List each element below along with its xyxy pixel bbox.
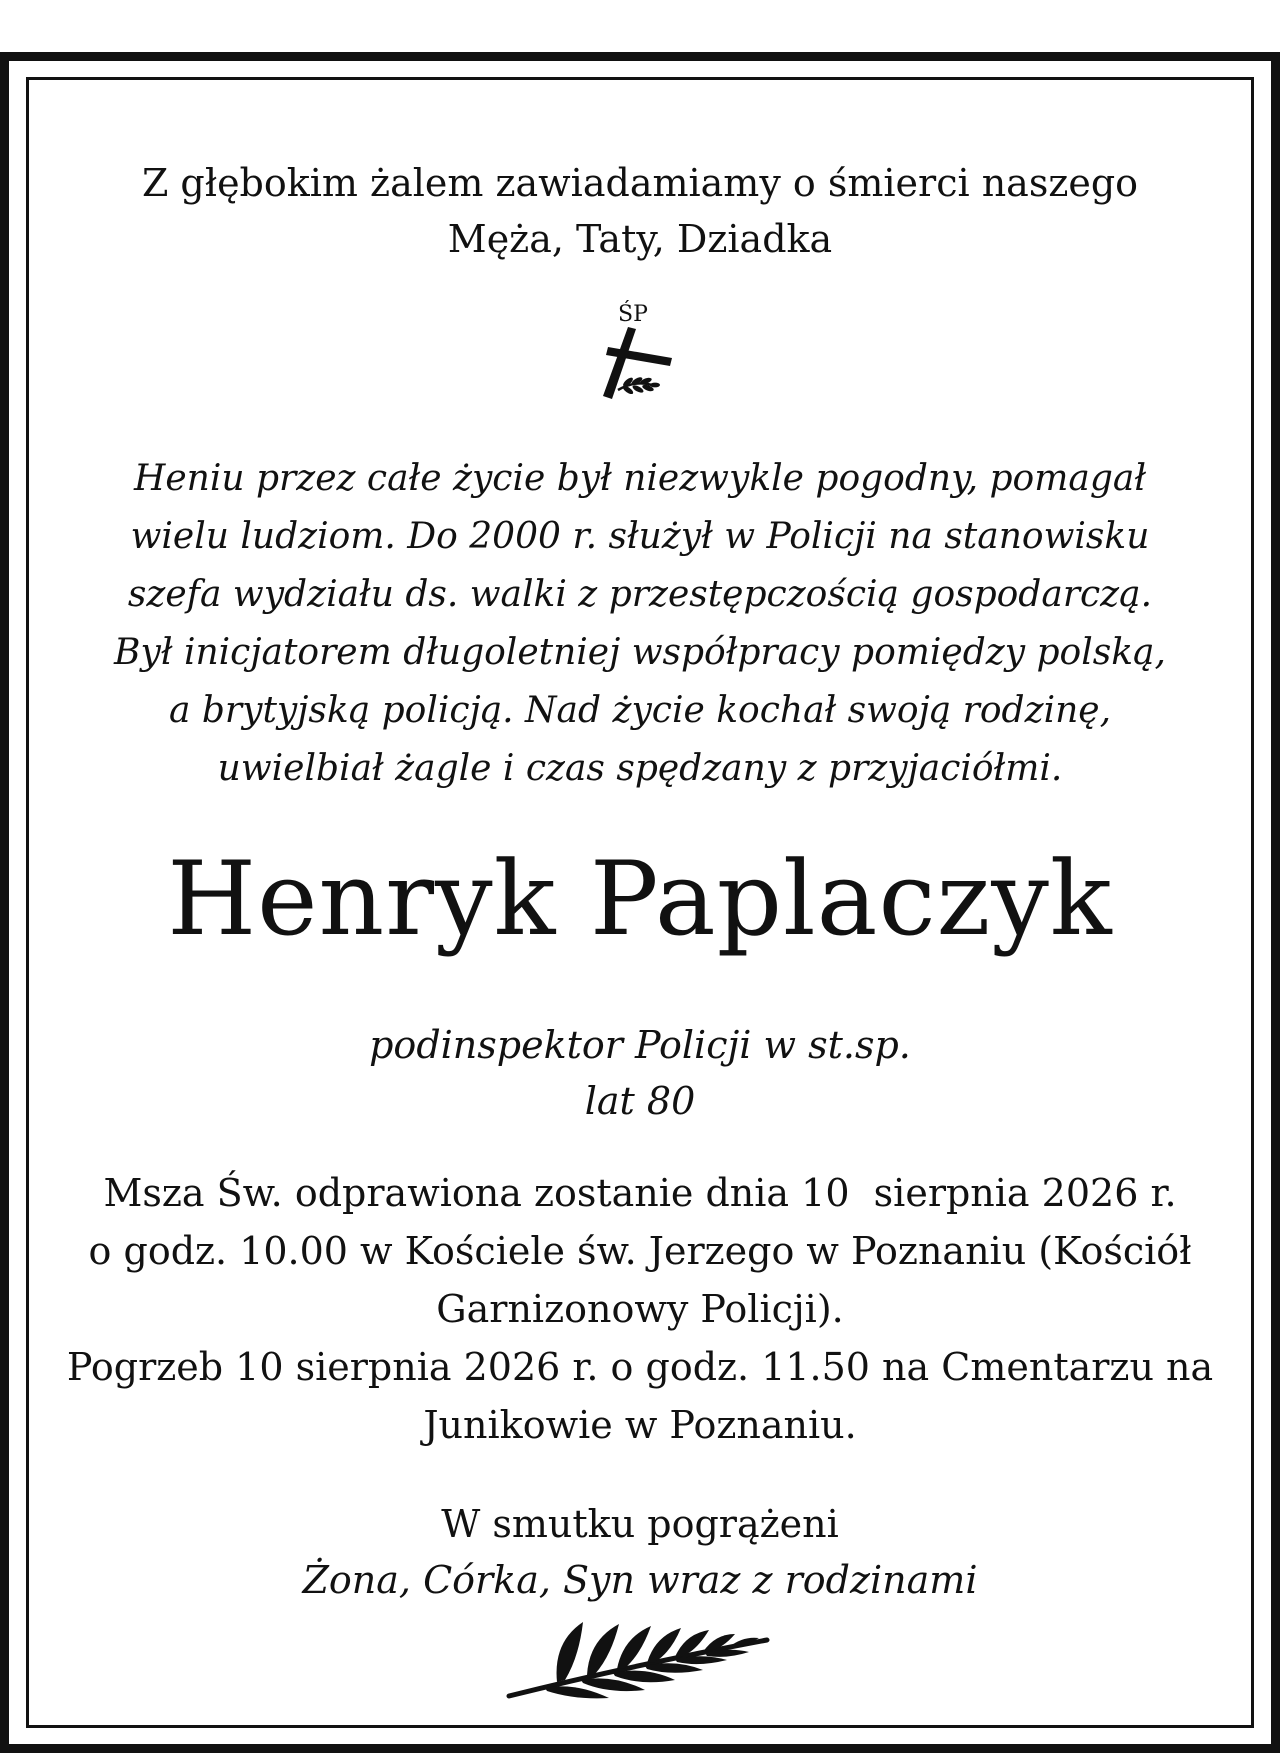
biography-line: a brytyjską policją. Nad życie kochał swoją rodzinę, — [168, 690, 1112, 731]
biography-line: Heniu przez całe życie był niezwykle pogodny, pomagał — [133, 458, 1147, 499]
funeral-detail-line: Pogrzeb 10 sierpnia 2026 r. o godz. 11.50 na Cmentarzu na — [66, 1345, 1214, 1389]
palm-branch-icon — [505, 1612, 775, 1702]
intro-text — [0, 155, 1280, 267]
funeral-detail-line: Msza Św. odprawiona zostanie dnia 10 sierpnia 2026 r. — [103, 1171, 1177, 1215]
funeral-detail-line: Garnizonowy Policji). — [436, 1287, 844, 1331]
biography-line: wielu ludziom. Do 2000 r. służył w Policji na stanowisku — [130, 516, 1150, 557]
cross-with-leaves-icon — [590, 303, 690, 408]
mourners-text — [0, 1496, 1280, 1608]
funeral-detail-line: o godz. 10.00 w Kościele św. Jerzego w Poznaniu (Kościół — [88, 1229, 1192, 1273]
families-line: Żona, Córka, Syn wraz z rodzinami — [302, 1558, 978, 1602]
rank-and-age — [0, 1017, 1280, 1129]
biography-line: Był inicjatorem długoletniej współpracy pomiędzy polską, — [114, 632, 1166, 673]
sp-abbreviation: ŚP — [618, 302, 648, 327]
biography-text — [0, 450, 1280, 798]
intro-line: Z głębokim żalem zawiadamiamy o śmierci naszego — [141, 161, 1139, 205]
mourners-line: W smutku pogrążeni — [441, 1502, 839, 1546]
intro-line: Męża, Taty, Dziadka — [447, 217, 833, 261]
rank-text: podinspektor Policji w st.sp. — [369, 1023, 911, 1067]
deceased-name: Henryk Paplaczyk — [167, 840, 1113, 959]
funeral-detail-line: Junikowie w Poznaniu. — [423, 1403, 857, 1447]
biography-line: szefa wydziału ds. walki z przestępczością gospodarczą. — [127, 574, 1153, 615]
biography-line: uwielbiał żagle i czas spędzany z przyjaciółmi. — [217, 748, 1063, 789]
funeral-details — [0, 1164, 1280, 1454]
age-text: lat 80 — [584, 1079, 696, 1123]
cross-icon — [590, 325, 690, 410]
